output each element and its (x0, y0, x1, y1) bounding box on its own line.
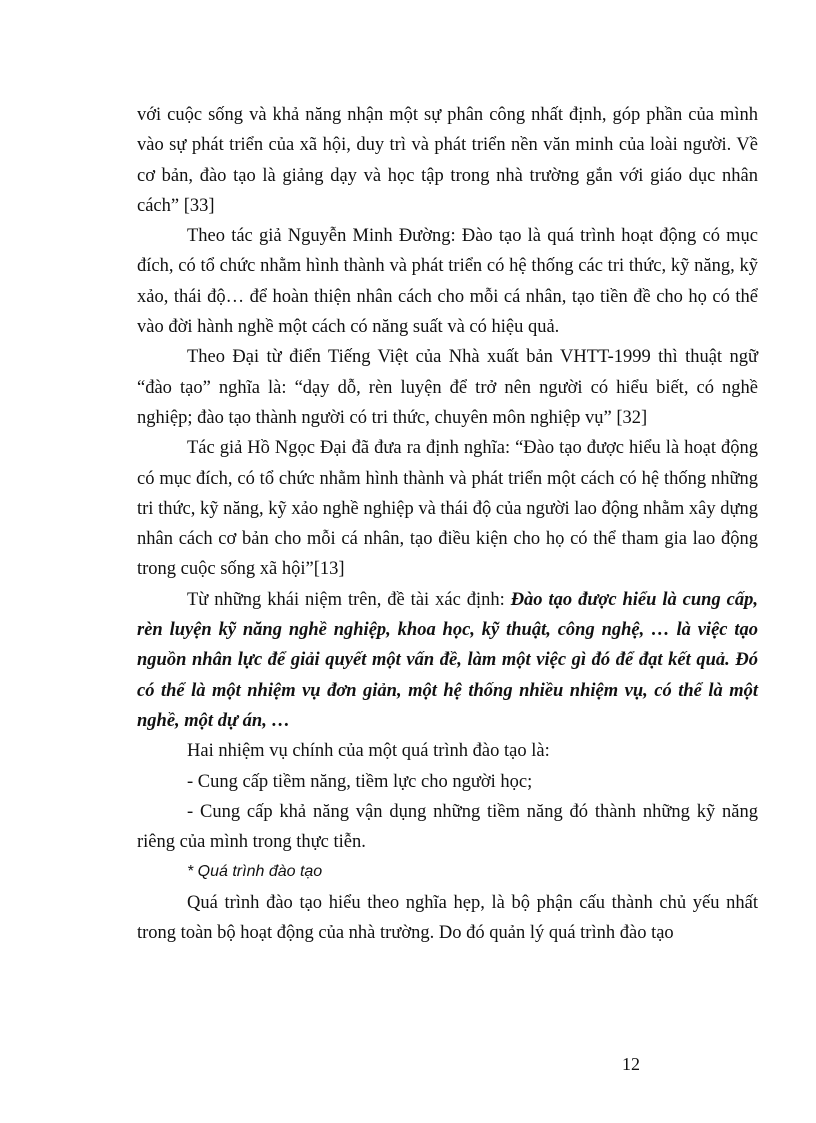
section-heading-training-process: * Quá trình đào tạo (187, 863, 323, 881)
definition-emphasis: Đào tạo được hiểu là cung cấp, rèn luyện kỹ năng nghề nghiệp, khoa học, kỹ thuật, công nghệ, … là việc tạo nguồn nhân lực để giải quyết một vấn đề, làm một việc gì đó để đạt kết quả. Đó có thể là một nhiệm vụ đơn giản, một hệ thống nhiều nhiệm vụ, có thể là một nghề, một dự án, … (137, 589, 758, 731)
paragraph-definition (137, 585, 758, 736)
page-number: 12 (622, 1054, 640, 1074)
paragraph-continuation: với cuộc sống và khả năng nhận một sự phân công nhất định, góp phần của mình vào sự phát triển của xã hội, duy trì và phát triển nền văn minh của loài người. Về cơ bản, đào tạo là giảng dạy và học tập trong nhà trường gắn với giáo dục nhân cách” [33] (137, 105, 758, 216)
document-page (137, 100, 758, 948)
paragraph-two-tasks: Hai nhiệm vụ chính của một quá trình đào tạo là: (187, 741, 550, 762)
paragraph-training-process: Quá trình đào tạo hiểu theo nghĩa hẹp, là bộ phận cấu thành chủ yếu nhất trong toàn bộ hoạt động của nhà trường. Do đó quản lý quá trình đào tạo (137, 892, 758, 944)
paragraph-ho-ngoc-dai: Tác giả Hồ Ngọc Đại đã đưa ra định nghĩa: “Đào tạo được hiểu là hoạt động có mục đích, có tổ chức nhằm hình thành và phát triển một cách có hệ thống những tri thức, kỹ năng, kỹ xảo nghề nghiệp và thái độ của người lao động nhằm xây dựng nhân cách cơ bản cho mỗi cá nhân, tạo điều kiện cho họ có thể tham gia lao động trong cuộc sống xã hội”[13] (137, 438, 758, 580)
paragraph-dai-tu-dien: Theo Đại từ điển Tiếng Việt của Nhà xuất bản VHTT-1999 thì thuật ngữ “đào tạo” nghĩa là: “dạy dỗ, rèn luyện để trở nên người có hiểu biết, có nghề nghiệp; đào tạo thành người có tri thức, chuyên môn nghiệp vụ” [32] (137, 347, 758, 428)
list-item-task-2: - Cung cấp khả năng vận dụng những tiềm năng đó thành những kỹ năng riêng của mình trong thực tiễn. (137, 801, 758, 853)
definition-intro: Từ những khái niệm trên, đề tài xác định: (187, 589, 511, 610)
list-item-task-1: - Cung cấp tiềm năng, tiềm lực cho người học; (187, 771, 533, 792)
paragraph-nguyen-minh-duong: Theo tác giả Nguyễn Minh Đường: Đào tạo là quá trình hoạt động có mục đích, có tổ chức nhằm hình thành và phát triển có hệ thống các tri thức, kỹ năng, kỹ xảo, thái độ… để hoàn thiện nhân cách cho mỗi cá nhân, tạo tiền đề cho họ có thể vào đời hành nghề một cách có năng suất và có hiệu quả. (137, 226, 758, 338)
